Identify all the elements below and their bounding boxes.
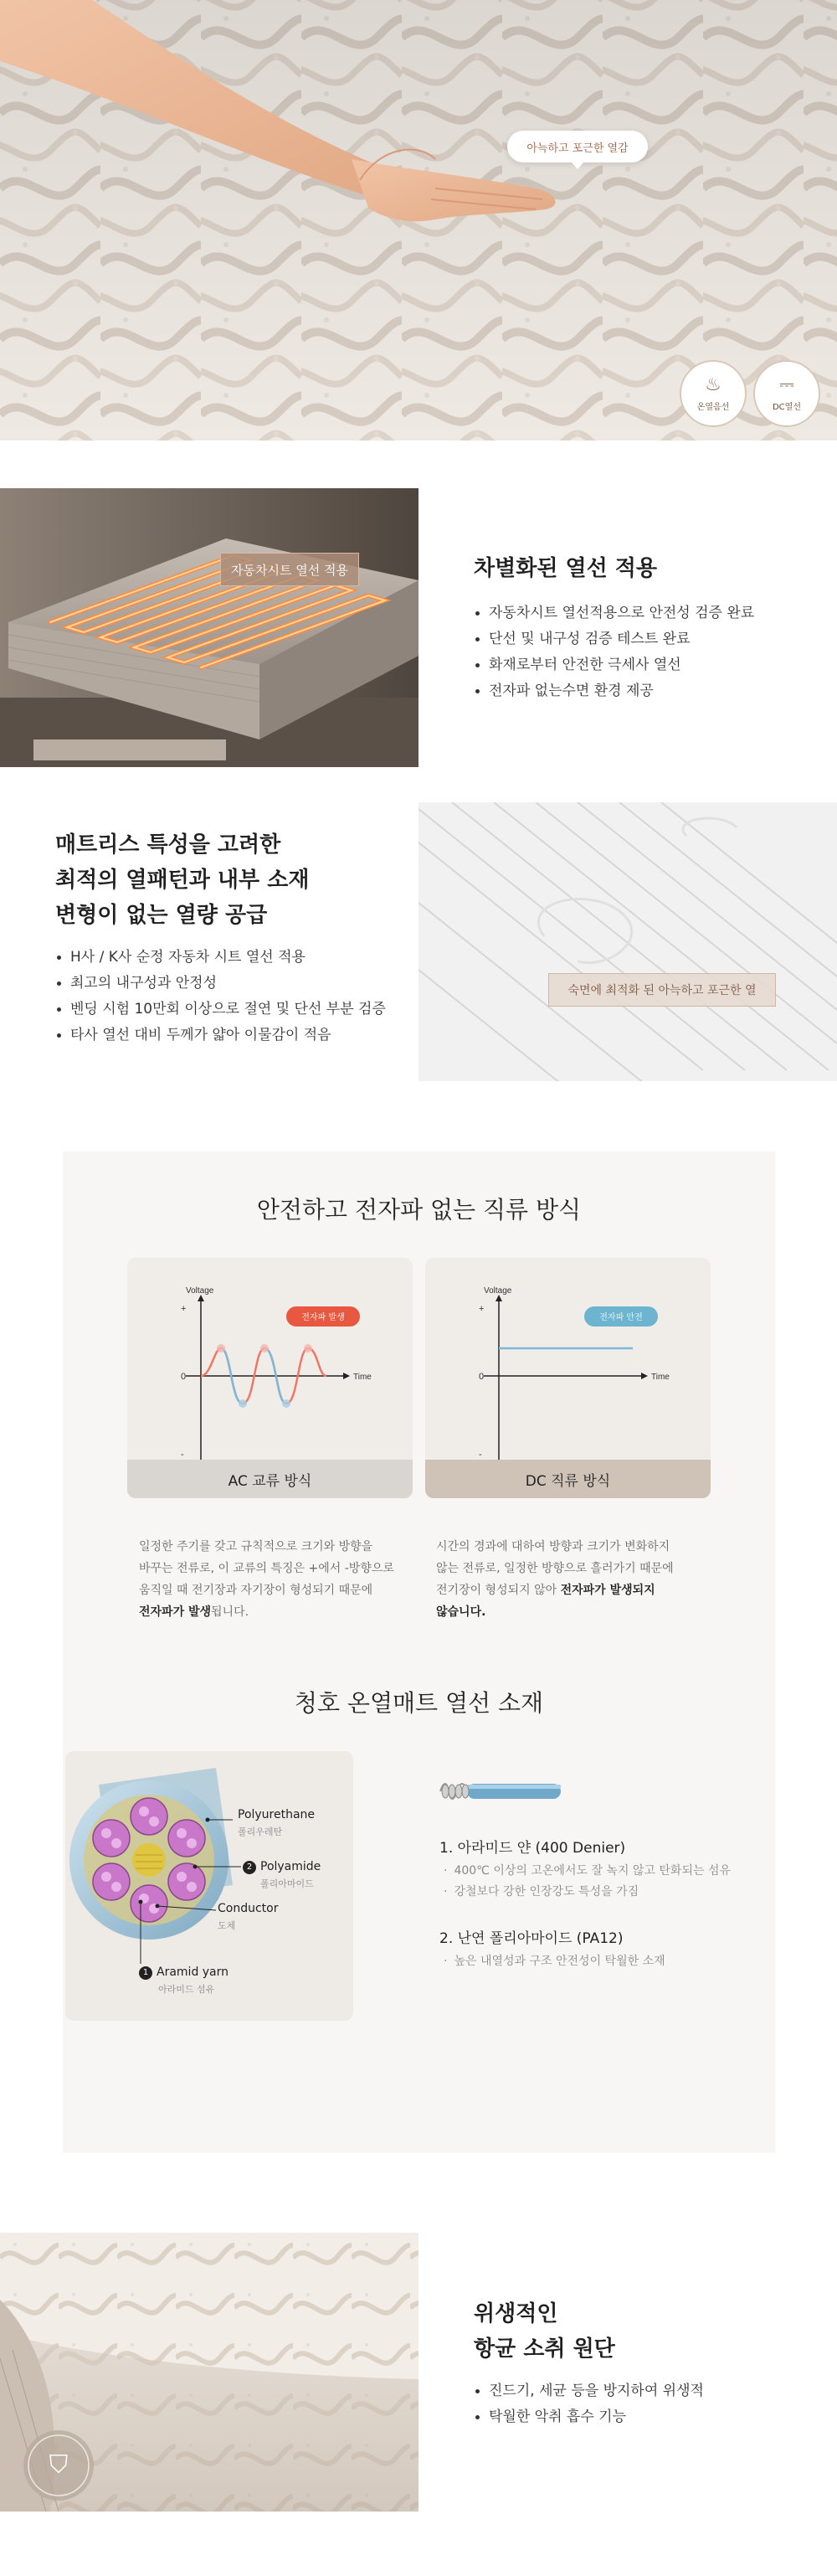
feature3-text xyxy=(474,2296,809,2430)
cable-illustration xyxy=(439,1777,564,1806)
feature1-bullet: 화재로부터 안전한 극세사 열선 xyxy=(474,652,809,678)
ac-card-footer: AC 교류 방식 xyxy=(127,1460,413,1498)
heat-pattern-image-label: 숙면에 최적화 된 아늑하고 포근한 열 xyxy=(548,973,776,1007)
dc-desc-bold: 전자파가 발생되지 xyxy=(560,1584,655,1597)
dc-section-title: 안전하고 전자파 없는 직류 방식 xyxy=(256,1196,582,1224)
wire-cross-section xyxy=(65,1751,353,2021)
ac-time: Time xyxy=(353,1373,372,1382)
dc-desc-line: 전기장이 형성되지 않아 xyxy=(436,1584,557,1597)
ac-desc-line: 일정한 주기를 갖고 규칙적으로 크기와 방향을 xyxy=(139,1540,373,1553)
feature3-title xyxy=(474,2296,809,2367)
dc-zero: 0 xyxy=(479,1372,485,1382)
feature3-bullet: 진드기, 세균 등을 방지하여 위생적 xyxy=(474,2378,809,2404)
feature1-bullet: 전자파 없는수면 환경 제공 xyxy=(474,678,809,704)
polyurethane-label-ko: 폴리우레탄 xyxy=(238,1826,283,1837)
feature2-title-line: 매트리스 특성을 고려한 xyxy=(55,832,281,858)
dc-battery-icon: ⎓ xyxy=(779,374,794,395)
feature2-title-line: 최적의 열패턴과 내부 소재 xyxy=(55,868,310,893)
polyamide-number: 2 xyxy=(243,1861,256,1874)
feature1-text xyxy=(474,553,809,704)
dc-tag: 전자파 안전 xyxy=(599,1313,643,1322)
heating-wire-image-label: 자동차시트 열선 적용 xyxy=(220,553,359,586)
dc-axis-label: Voltage xyxy=(484,1286,512,1296)
polyamide-label-en: Polyamide xyxy=(260,1860,321,1873)
feature1-bullet: 자동차시트 열선적용으로 안전성 검증 완료 xyxy=(474,600,809,626)
dc-plus: + xyxy=(479,1304,485,1314)
dc-desc-line: 않는 전류로, 일정한 방향으로 흘러가기 때문에 xyxy=(436,1562,674,1575)
feature2-title-line: 변형이 없는 열량 공급 xyxy=(55,903,268,928)
ac-minus: - xyxy=(181,1450,184,1460)
dc-minus: - xyxy=(479,1450,482,1460)
ac-desc-line: 움직일 때 전기장과 자기장이 형성되기 때문에 xyxy=(139,1584,373,1597)
badge-heat xyxy=(680,360,747,427)
feature2-bullet: 타사 열선 대비 두께가 얇아 이물감이 적음 xyxy=(55,1023,407,1048)
feature3-title-line: 위생적인 xyxy=(474,2301,558,2326)
feature1-bullet: 단선 및 내구성 검증 테스트 완료 xyxy=(474,626,809,652)
dc-desc-line: 시간의 경과에 대하여 방향과 크기가 변화하지 xyxy=(436,1540,670,1553)
aramid-label-ko: 아라미드 섬유 xyxy=(158,1984,215,1995)
feature2-text xyxy=(55,827,407,1048)
ac-tag: 전자파 발생 xyxy=(301,1313,345,1322)
polyamide-label xyxy=(243,1860,321,1874)
polyurethane-label: Polyurethane xyxy=(238,1808,316,1821)
dc-card-footer: DC 직류 방식 xyxy=(425,1460,711,1498)
antibacterial-fabric-image xyxy=(0,2233,418,2512)
ac-card xyxy=(127,1258,413,1498)
conductor-label-ko: 도체 xyxy=(218,1920,236,1931)
feature2-bullet: H사 / K사 순정 자동차 시트 열선 적용 xyxy=(55,945,407,971)
polyamide-label-ko: 폴리아마이드 xyxy=(260,1878,314,1889)
ac-desc-tail: 됩니다. xyxy=(211,1605,249,1619)
aramid-number: 1 xyxy=(139,1966,152,1980)
material-item-title: 2. 난연 폴리아마이드 (PA12) xyxy=(439,1930,624,1947)
shield-check-icon: ⛉ xyxy=(49,2450,69,2480)
ac-desc xyxy=(139,1536,415,1623)
aramid-label xyxy=(139,1965,229,1980)
ac-zero: 0 xyxy=(181,1372,187,1382)
feature1-bullets xyxy=(474,600,809,704)
material-item-desc: · 400℃ 이상의 고온에서도 잘 녹지 않고 탄화되는 섬유 xyxy=(444,1861,731,1882)
heat-pad-icon: ♨ xyxy=(705,374,721,395)
feature3-title-line: 항균 소취 원단 xyxy=(474,2336,615,2362)
material-item-desc: · 강철보다 강한 인장강도 특성을 가짐 xyxy=(444,1882,639,1903)
dc-card xyxy=(425,1258,711,1498)
ac-desc-line: 바꾸는 전류로, 이 교류의 특징은 +에서 -방향으로 xyxy=(139,1562,394,1575)
dc-desc xyxy=(436,1536,712,1623)
ac-axis-label: Voltage xyxy=(186,1286,214,1296)
feature2-bullet: 최고의 내구성과 안정성 xyxy=(55,971,407,997)
dc-time: Time xyxy=(651,1373,670,1382)
heat-pattern-image xyxy=(418,802,837,1081)
aramid-label-en: Aramid yarn xyxy=(157,1965,229,1979)
heating-wire-mattress-image xyxy=(0,488,418,767)
badge-heat-label: 온열음선 xyxy=(696,402,730,412)
ac-desc-bold: 전자파가 발생 xyxy=(139,1605,212,1619)
ac-plus: + xyxy=(181,1304,187,1314)
dc-desc-bold2: 않습니다. xyxy=(436,1605,486,1619)
feature3-bullet: 탁월한 악취 흡수 기능 xyxy=(474,2404,809,2430)
feature2-title xyxy=(55,827,407,933)
badge-dc-label: DC열선 xyxy=(772,402,801,412)
feature2-bullet: 벤딩 시험 10만회 이상으로 절연 및 단선 부분 검증 xyxy=(55,997,407,1023)
conductor-label: Conductor xyxy=(218,1902,279,1915)
material-section-title: 청호 온열매트 열선 소재 xyxy=(294,1689,544,1717)
feature2-bullets xyxy=(55,945,407,1048)
feature1-title: 차별화된 열선 적용 xyxy=(474,556,658,581)
hero-speech-bubble: 아늑하고 포근한 열감 xyxy=(507,131,648,162)
hero-section xyxy=(0,0,837,440)
feature3-bullets xyxy=(474,2378,809,2430)
material-item-desc: · 높은 내열성과 구조 안전성이 탁월한 소재 xyxy=(444,1951,665,1972)
badge-dc xyxy=(753,360,820,427)
material-item-title: 1. 아라미드 얀 (400 Denier) xyxy=(439,1840,626,1857)
